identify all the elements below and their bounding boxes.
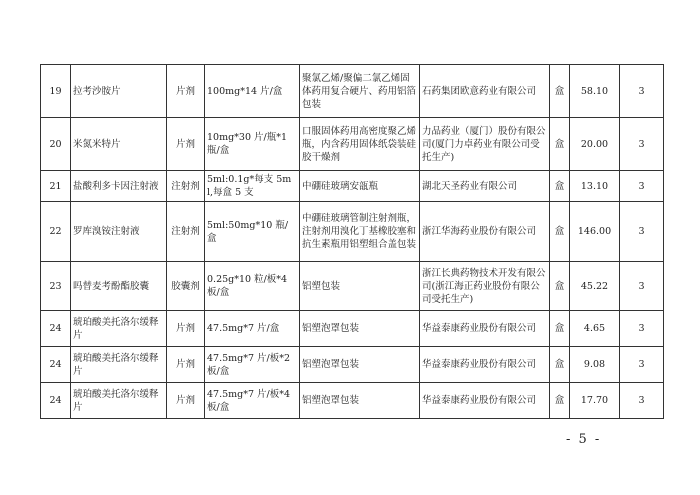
packaging-material-cell: 铝塑包装	[300, 262, 420, 311]
package-unit-cell: 盒	[550, 383, 570, 419]
dosage-form-cell: 片剂	[167, 118, 205, 171]
drug-name-cell: 盐酸利多卡因注射液	[71, 171, 167, 202]
manufacturer-cell: 华益泰康药业股份有限公司	[420, 311, 550, 347]
price-cell: 9.08	[570, 347, 620, 383]
row-number-cell: 23	[41, 262, 71, 311]
specification-cell: 10mg*30 片/瓶*1 瓶/盒	[205, 118, 300, 171]
packaging-material-cell: 中硼硅玻璃安瓿瓶	[300, 171, 420, 202]
specification-cell: 47.5mg*7 片/板*2 板/盒	[205, 347, 300, 383]
packaging-material-cell: 铝塑泡罩包装	[300, 347, 420, 383]
dosage-form-cell: 注射剂	[167, 202, 205, 262]
dosage-form-cell: 片剂	[167, 347, 205, 383]
category-cell: 3	[620, 202, 664, 262]
package-unit-cell: 盒	[550, 202, 570, 262]
specification-cell: 0.25g*10 粒/板*4 板/盒	[205, 262, 300, 311]
table-row	[41, 118, 664, 171]
packaging-material-cell: 铝塑泡罩包装	[300, 311, 420, 347]
drug-name-cell: 吗替麦考酚酯胶囊	[71, 262, 167, 311]
category-cell: 3	[620, 65, 664, 118]
table-body	[41, 65, 664, 419]
packaging-material-cell: 聚氯乙烯/聚偏二氯乙烯固体药用复合硬片、药用铝箔包装	[300, 65, 420, 118]
category-cell: 3	[620, 118, 664, 171]
drug-name-cell: 琥珀酸美托洛尔缓释片	[71, 311, 167, 347]
manufacturer-cell: 浙江长典药物技术开发有限公司(浙江海正药业股份有限公司受托生产)	[420, 262, 550, 311]
package-unit-cell: 盒	[550, 65, 570, 118]
price-cell: 17.70	[570, 383, 620, 419]
specification-cell: 100mg*14 片/盒	[205, 65, 300, 118]
package-unit-cell: 盒	[550, 171, 570, 202]
drug-name-cell: 罗库溴铵注射液	[71, 202, 167, 262]
dosage-form-cell: 注射剂	[167, 171, 205, 202]
manufacturer-cell: 浙江华海药业股份有限公司	[420, 202, 550, 262]
specification-cell: 5ml:0.1g*每支 5ml,每盒 5 支	[205, 171, 300, 202]
drug-name-cell: 琥珀酸美托洛尔缓释片	[71, 347, 167, 383]
packaging-material-cell: 口服固体药用高密度聚乙烯瓶，内含药用固体纸袋装硅胶干燥剂	[300, 118, 420, 171]
table-row	[41, 202, 664, 262]
dosage-form-cell: 片剂	[167, 65, 205, 118]
table-row	[41, 311, 664, 347]
drug-name-cell: 琥珀酸美托洛尔缓释片	[71, 383, 167, 419]
packaging-material-cell: 铝塑泡罩包装	[300, 383, 420, 419]
table-row	[41, 65, 664, 118]
specification-cell: 47.5mg*7 片/板*4 板/盒	[205, 383, 300, 419]
category-cell: 3	[620, 171, 664, 202]
manufacturer-cell: 湖北天圣药业有限公司	[420, 171, 550, 202]
drug-price-table	[40, 64, 664, 419]
price-cell: 13.10	[570, 171, 620, 202]
category-cell: 3	[620, 347, 664, 383]
table-row	[41, 347, 664, 383]
category-cell: 3	[620, 311, 664, 347]
package-unit-cell: 盒	[550, 347, 570, 383]
price-cell: 45.22	[570, 262, 620, 311]
table-row	[41, 383, 664, 419]
row-number-cell: 24	[41, 311, 71, 347]
manufacturer-cell: 力品药业（厦门）股份有限公司(厦门力卓药业有限公司受托生产)	[420, 118, 550, 171]
page-number: - 5 -	[566, 432, 602, 447]
price-cell: 4.65	[570, 311, 620, 347]
row-number-cell: 24	[41, 347, 71, 383]
row-number-cell: 22	[41, 202, 71, 262]
category-cell: 3	[620, 383, 664, 419]
specification-cell: 47.5mg*7 片/盒	[205, 311, 300, 347]
price-cell: 58.10	[570, 65, 620, 118]
price-cell: 20.00	[570, 118, 620, 171]
manufacturer-cell: 华益泰康药业股份有限公司	[420, 347, 550, 383]
row-number-cell: 21	[41, 171, 71, 202]
dosage-form-cell: 片剂	[167, 383, 205, 419]
package-unit-cell: 盒	[550, 311, 570, 347]
drug-name-cell: 米氮米特片	[71, 118, 167, 171]
drug-name-cell: 拉考沙胺片	[71, 65, 167, 118]
package-unit-cell: 盒	[550, 118, 570, 171]
row-number-cell: 20	[41, 118, 71, 171]
dosage-form-cell: 片剂	[167, 311, 205, 347]
price-cell: 146.00	[570, 202, 620, 262]
specification-cell: 5ml:50mg*10 瓶/盒	[205, 202, 300, 262]
manufacturer-cell: 石药集团欧意药业有限公司	[420, 65, 550, 118]
table-row	[41, 262, 664, 311]
category-cell: 3	[620, 262, 664, 311]
row-number-cell: 24	[41, 383, 71, 419]
row-number-cell: 19	[41, 65, 71, 118]
manufacturer-cell: 华益泰康药业股份有限公司	[420, 383, 550, 419]
package-unit-cell: 盒	[550, 262, 570, 311]
packaging-material-cell: 中硼硅玻璃管制注射剂瓶，注射剂用溴化丁基橡胶塞和抗生素瓶用铝塑组合盖包装	[300, 202, 420, 262]
dosage-form-cell: 胶囊剂	[167, 262, 205, 311]
table-row	[41, 171, 664, 202]
